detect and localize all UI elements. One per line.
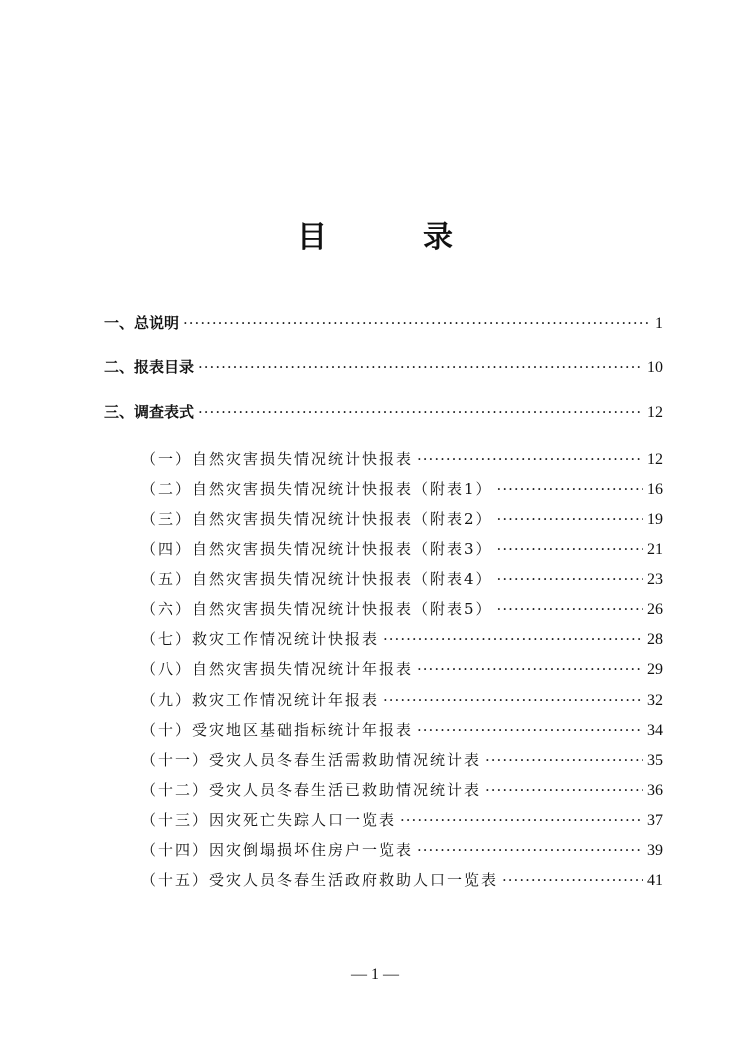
toc-page: 28 xyxy=(647,631,663,648)
toc-subentry[interactable] xyxy=(141,567,663,591)
toc-label: （十三）因灾死亡失踪人口一览表 xyxy=(141,811,397,829)
toc-leader xyxy=(497,477,643,501)
toc-leader xyxy=(417,838,643,862)
toc-subentry[interactable] xyxy=(141,718,663,742)
toc-label: 二、报表目录 xyxy=(104,358,195,376)
toc-label: （四）自然灾害损失情况统计快报表（附表3） xyxy=(141,540,493,558)
toc-leader xyxy=(485,778,643,802)
toc-label: （十四）因灾倒塌损坏住房户一览表 xyxy=(141,841,414,859)
toc-page: 29 xyxy=(647,661,663,678)
title-char-1: 目 xyxy=(297,220,327,255)
toc-label: （三）自然灾害损失情况统计快报表（附表2） xyxy=(141,510,493,528)
toc-subentry[interactable] xyxy=(141,447,663,471)
page-title xyxy=(0,212,750,256)
toc-leader xyxy=(485,748,643,772)
toc-label: （十一）受灾人员冬春生活需救助情况统计表 xyxy=(141,751,482,769)
toc-page: 21 xyxy=(647,541,663,558)
toc-entry-survey-forms[interactable] xyxy=(104,400,663,424)
toc-label: （一）自然灾害损失情况统计快报表 xyxy=(141,450,414,468)
toc-label: 三、调查表式 xyxy=(104,403,195,421)
toc-page: 1 xyxy=(655,315,663,332)
toc-subentry[interactable] xyxy=(141,808,663,832)
toc-label: （十二）受灾人员冬春生活已救助情况统计表 xyxy=(141,781,482,799)
toc-leader xyxy=(417,718,643,742)
toc-page: 34 xyxy=(647,722,663,739)
toc-leader xyxy=(417,657,643,681)
toc-subentry[interactable] xyxy=(141,627,663,651)
toc-leader xyxy=(198,355,643,379)
toc-label: 一、总说明 xyxy=(104,314,180,332)
toc-page: 36 xyxy=(647,782,663,799)
toc-leader xyxy=(383,627,643,651)
toc-page: 39 xyxy=(647,842,663,859)
toc-label: （二）自然灾害损失情况统计快报表（附表1） xyxy=(141,480,493,498)
toc-label: （十五）受灾人员冬春生活政府救助人口一览表 xyxy=(141,871,499,889)
toc-page: 12 xyxy=(647,451,663,468)
toc-leader xyxy=(497,507,643,531)
toc-page: 23 xyxy=(647,571,663,588)
toc-subentry[interactable] xyxy=(141,597,663,621)
toc-leader xyxy=(400,808,643,832)
toc-subentry[interactable] xyxy=(141,537,663,561)
toc-subentry[interactable] xyxy=(141,507,663,531)
toc-label: （八）自然灾害损失情况统计年报表 xyxy=(141,660,414,678)
toc-subentry[interactable] xyxy=(141,688,663,712)
toc-subentry[interactable] xyxy=(141,838,663,862)
toc-subentry[interactable] xyxy=(141,868,663,892)
toc-subentry[interactable] xyxy=(141,477,663,501)
toc-page: 37 xyxy=(647,812,663,829)
toc-page: 19 xyxy=(647,511,663,528)
toc-label: （六）自然灾害损失情况统计快报表（附表5） xyxy=(141,600,493,618)
toc-leader xyxy=(497,537,643,561)
toc-leader xyxy=(183,311,651,335)
toc-page: 35 xyxy=(647,752,663,769)
toc-label: （十）受灾地区基础指标统计年报表 xyxy=(141,721,414,739)
toc-leader xyxy=(198,400,643,424)
toc-leader xyxy=(497,567,643,591)
toc-subentry[interactable] xyxy=(141,657,663,681)
toc-subentry[interactable] xyxy=(141,748,663,772)
toc-subentry[interactable] xyxy=(141,778,663,802)
toc-page: 26 xyxy=(647,601,663,618)
title-char-2: 录 xyxy=(423,220,453,255)
toc-leader xyxy=(383,688,643,712)
toc-label: （七）救灾工作情况统计快报表 xyxy=(141,630,380,648)
toc-page: 10 xyxy=(647,359,663,376)
toc-leader xyxy=(417,447,643,471)
toc-page: 12 xyxy=(647,404,663,421)
toc-label: （九）救灾工作情况统计年报表 xyxy=(141,691,380,709)
toc-page: 41 xyxy=(647,872,663,889)
page-number-footer: — 1 — xyxy=(351,966,399,983)
toc-label: （五）自然灾害损失情况统计快报表（附表4） xyxy=(141,570,493,588)
toc-entry-general-notes[interactable] xyxy=(104,311,663,335)
toc-entry-report-list[interactable] xyxy=(104,355,663,379)
toc-page: 16 xyxy=(647,481,663,498)
toc-page: 32 xyxy=(647,692,663,709)
toc-leader xyxy=(497,597,643,621)
toc-leader xyxy=(502,868,643,892)
